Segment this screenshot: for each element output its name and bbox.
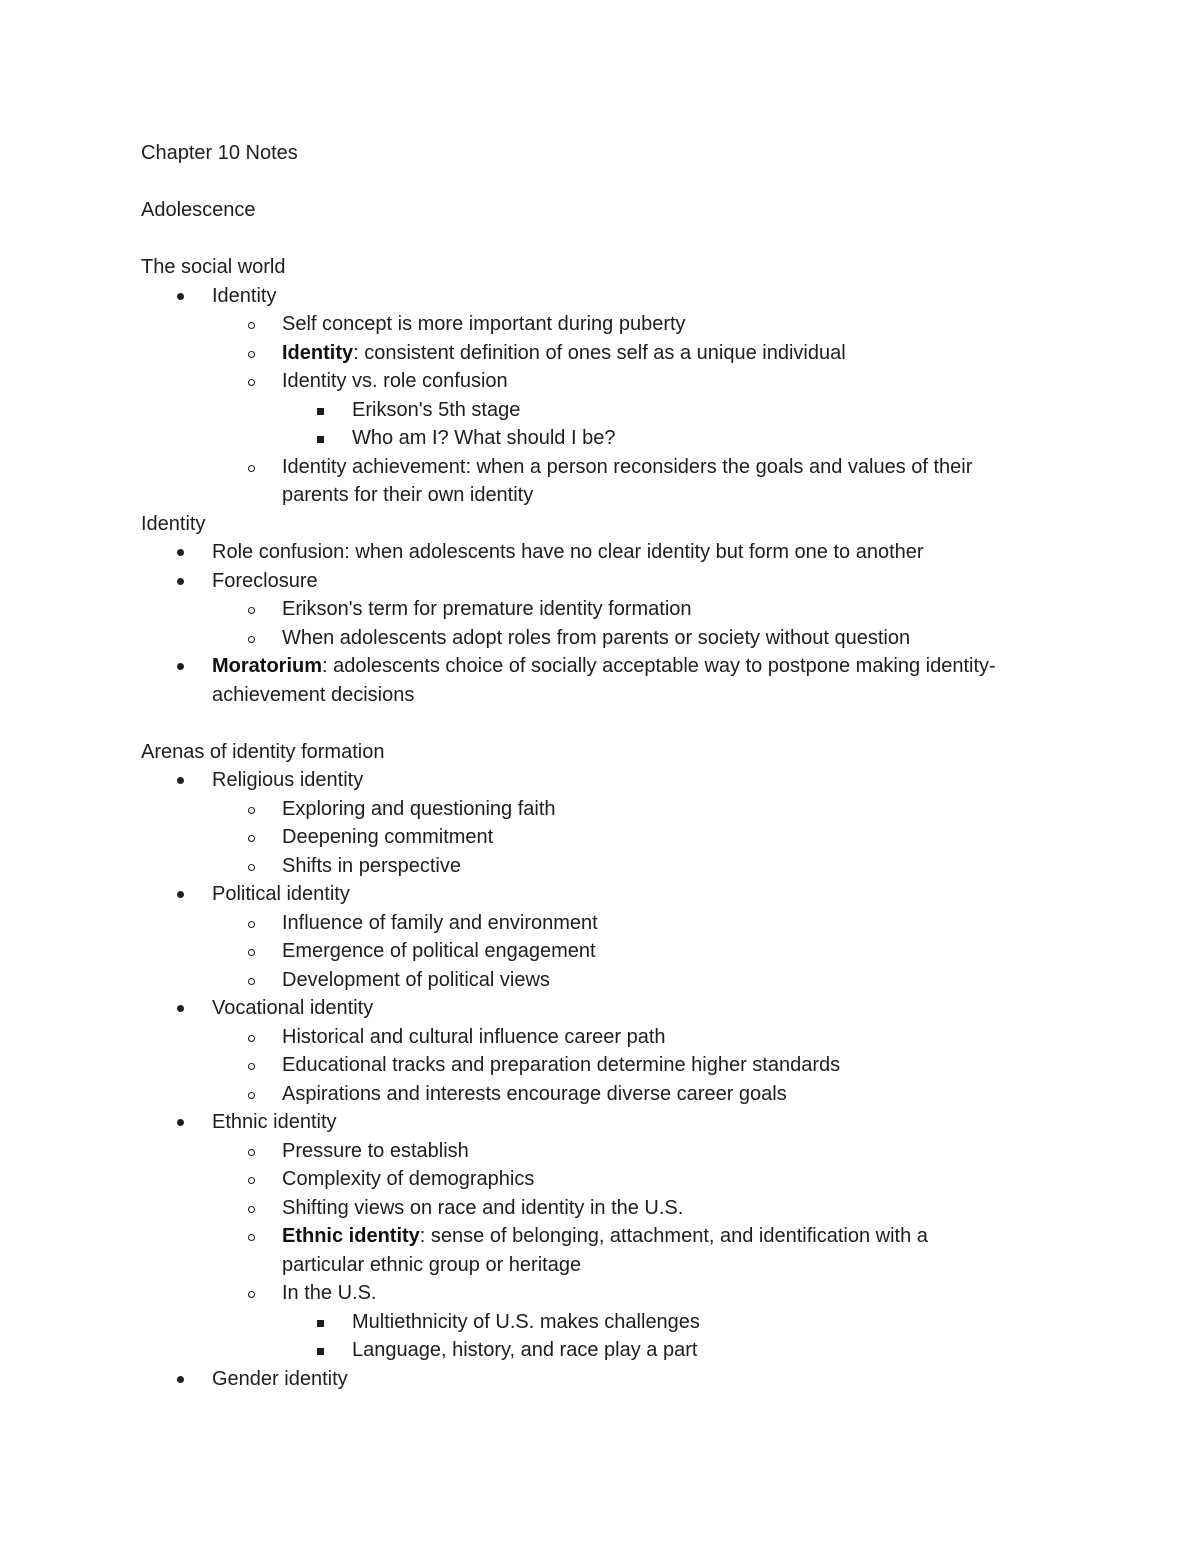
list-item: [141, 595, 1081, 624]
list-item: [141, 1336, 1081, 1365]
bullet-circle: [248, 949, 255, 956]
bullet-square: [317, 1348, 324, 1355]
bullet-circle: [248, 978, 255, 985]
list-item-text: Multiethnicity of U.S. makes challenges: [352, 1310, 700, 1333]
spacer: [141, 168, 1081, 197]
bullet-dot: [177, 293, 184, 300]
list-item-text: Development of political views: [282, 968, 550, 991]
list-item: [141, 652, 1062, 709]
list-item-text: Shifts in perspective: [282, 854, 461, 877]
list-item: [141, 538, 1081, 567]
list-item-text: In the U.S.: [282, 1282, 377, 1304]
bullet-dot: [177, 777, 184, 784]
list-item-text: Religious identity: [212, 769, 364, 791]
list-item: [141, 1165, 1081, 1194]
bullet-dot: [177, 549, 184, 556]
list-item: [141, 1137, 1081, 1166]
list-item: [141, 1222, 987, 1279]
bullet-circle: [248, 1291, 255, 1298]
bullet-circle: [248, 1177, 255, 1184]
term-bold: Moratorium: [212, 655, 322, 677]
bullet-dot: [177, 1119, 184, 1126]
list-item-text: Erikson's 5th stage: [352, 398, 521, 421]
list-item: [141, 624, 1081, 653]
list-item: [141, 453, 1042, 510]
list-item-text: Aspirations and interests encourage diverse career goals: [282, 1082, 787, 1105]
bullet-dot: [177, 1005, 184, 1012]
bullet-circle: [248, 864, 255, 871]
list-item: [141, 1365, 1081, 1394]
list-item-text: Gender identity: [212, 1367, 348, 1390]
list-item-text: Complexity of demographics: [282, 1168, 535, 1190]
list-item-text: Educational tracks and preparation determine higher standards: [282, 1054, 841, 1076]
list-item-text: Shifting views on race and identity in the U.S.: [282, 1196, 684, 1219]
list-item-text: Identity achievement: when a person reconsiders the goals and values of their parents for their own identity: [282, 455, 973, 506]
list-item-text: Erikson's term for premature identity formation: [282, 598, 692, 620]
bullet-circle: [248, 1234, 255, 1241]
list-item-text: Vocational identity: [212, 997, 374, 1019]
bullet-circle: [248, 1149, 255, 1156]
definition-text: : adolescents choice of socially acceptable way to postpone making identity-achievement decisions: [212, 655, 996, 706]
list-item-text: Identity vs. role confusion: [282, 370, 508, 392]
list-item: [141, 339, 1081, 368]
list-item-text: Political identity: [212, 883, 350, 905]
list-item: [141, 1108, 1081, 1137]
spacer: [141, 709, 1081, 738]
bullet-circle: [248, 921, 255, 928]
list-item-text: Emergence of political engagement: [282, 940, 596, 962]
subtitle: Adolescence: [141, 199, 256, 221]
bullet-circle: [248, 351, 255, 358]
page-title: Chapter 10 Notes: [141, 142, 298, 164]
list-item: [141, 1023, 1081, 1052]
list-item-text: Role confusion: when adolescents have no clear identity but form one to another: [212, 541, 924, 563]
list-item: [141, 1308, 1081, 1337]
list-item-text: Foreclosure: [212, 569, 318, 592]
list-item-text: Historical and cultural influence career path: [282, 1025, 666, 1048]
bullet-square: [317, 408, 324, 415]
list-item-text: When adolescents adopt roles from parents or society without question: [282, 626, 911, 649]
list-item: [141, 795, 1081, 824]
section-heading-arenas: Arenas of identity formation: [141, 740, 385, 763]
list-item: [141, 994, 1081, 1023]
bullet-circle: [248, 807, 255, 814]
bullet-dot: [177, 663, 184, 670]
bullet-dot: [177, 891, 184, 898]
list-item: [141, 1080, 1081, 1109]
definition-text: : consistent definition of ones self as a unique individual: [353, 341, 846, 364]
list-item-text: Exploring and questioning faith: [282, 797, 556, 820]
term-bold: Identity: [282, 341, 354, 364]
list-item-text: Pressure to establish: [282, 1139, 469, 1162]
bullet-circle: [248, 1206, 255, 1213]
list-item: [141, 937, 1081, 966]
list-item-text: Language, history, and race play a part: [352, 1339, 698, 1361]
list-item: [141, 966, 1081, 995]
list-item: [141, 396, 1081, 425]
definition-text: : sense of belonging, attachment, and identification with a particular ethnic group or heritage: [282, 1225, 928, 1276]
bullet-circle: [248, 1092, 255, 1099]
list-item: [141, 766, 1081, 795]
bullet-dot: [177, 578, 184, 585]
notes-body: [141, 139, 1081, 1393]
list-item: [141, 909, 1081, 938]
list-item: [141, 367, 1081, 396]
list-item: [141, 1051, 1081, 1080]
list-item: [141, 823, 1081, 852]
list-item: [141, 282, 1081, 311]
bullet-circle: [248, 322, 255, 329]
list-item: [141, 567, 1081, 596]
list-item-text: Deepening commitment: [282, 826, 494, 848]
list-item: [141, 880, 1081, 909]
bullet-circle: [248, 1035, 255, 1042]
term-bold: Ethnic identity: [282, 1225, 420, 1247]
list-item: [141, 310, 1081, 339]
list-item-text: Self concept is more important during puberty: [282, 313, 686, 335]
list-item: [141, 424, 1081, 453]
bullet-dot: [177, 1376, 184, 1383]
list-item-text: Identity: [212, 284, 277, 307]
bullet-square: [317, 436, 324, 443]
section-heading-social-world: The social world: [141, 256, 286, 278]
list-item: [141, 852, 1081, 881]
list-item-text: Who am I? What should I be?: [352, 427, 616, 449]
bullet-circle: [248, 1063, 255, 1070]
bullet-circle: [248, 379, 255, 386]
bullet-circle: [248, 465, 255, 472]
list-item-text: Ethnic identity: [212, 1111, 337, 1133]
bullet-circle: [248, 636, 255, 643]
list-item-text: Influence of family and environment: [282, 911, 598, 934]
list-item: [141, 1194, 1081, 1223]
list-item: [141, 1279, 1081, 1308]
bullet-circle: [248, 835, 255, 842]
bullet-square: [317, 1320, 324, 1327]
section-heading-identity: Identity: [141, 512, 206, 535]
spacer: [141, 225, 1081, 254]
bullet-circle: [248, 607, 255, 614]
